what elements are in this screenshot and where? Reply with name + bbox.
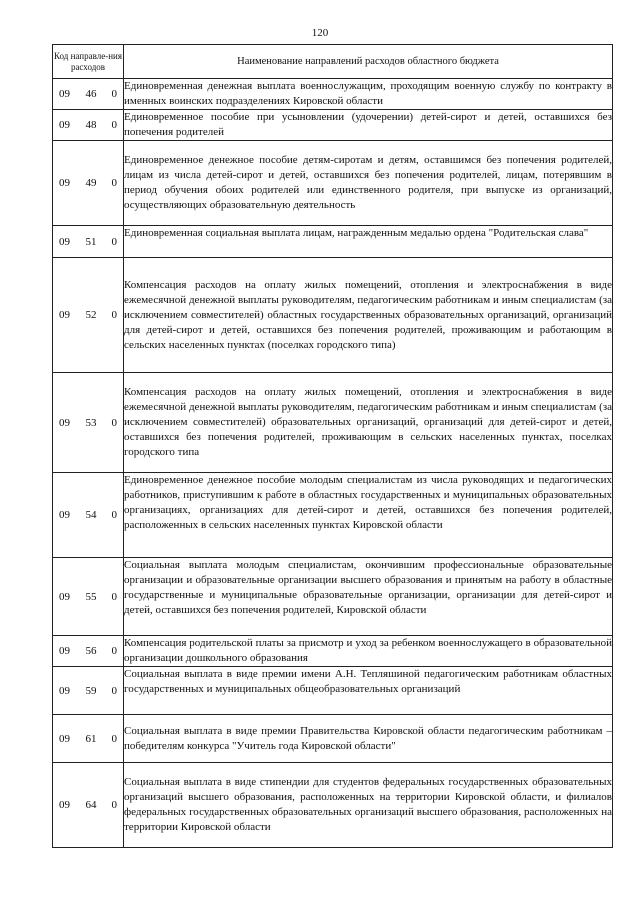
table-row bbox=[53, 79, 613, 110]
expense-code-cell bbox=[53, 636, 124, 667]
code-part-c2: 59 bbox=[85, 684, 97, 697]
expense-code-cell bbox=[53, 110, 124, 141]
code-part-c3: 0 bbox=[111, 416, 117, 429]
expense-description-cell bbox=[124, 667, 613, 715]
code-part-c3: 0 bbox=[111, 645, 117, 657]
code-part-c3: 0 bbox=[111, 684, 117, 697]
table-row bbox=[53, 473, 613, 558]
code-part-c2: 53 bbox=[85, 416, 97, 429]
expense-code-cell bbox=[53, 763, 124, 848]
table-row bbox=[53, 636, 613, 667]
expense-description-cell bbox=[124, 226, 613, 258]
code-part-c1: 09 bbox=[59, 509, 70, 521]
expense-description: Единовременное денежное пособие молодым специалистам из числа руководящих и педагогических работников, приступившим к работе в областных государственных и муниципальных образовательных организациях, организациях для детей-сирот и детей, оставшихся без попечения родителей, расположенных в сельских населенных пунктах Кировской области bbox=[124, 474, 612, 531]
expense-code-cell bbox=[53, 373, 124, 473]
code-part-c2: 55 bbox=[85, 590, 97, 603]
expense-code-cell bbox=[53, 473, 124, 558]
code-part-c1: 09 bbox=[59, 799, 70, 811]
expense-description-cell bbox=[124, 110, 613, 141]
table-row bbox=[53, 558, 613, 636]
code-part-c1: 09 bbox=[59, 590, 70, 603]
expense-description: Единовременная социальная выплата лицам, награжденным медалью ордена "Родительская слава" bbox=[124, 227, 589, 239]
expense-code-cell bbox=[53, 79, 124, 110]
page-number: 120 bbox=[311, 27, 329, 39]
code-part-c1: 09 bbox=[59, 732, 70, 745]
table-header-row bbox=[53, 45, 613, 79]
expense-description: Единовременная денежная выплата военнослужащим, проходящим военную службу по контракту в именных воинских подразделениях Кировской области bbox=[124, 80, 612, 107]
expense-description-cell bbox=[124, 473, 613, 558]
expense-description: Компенсация расходов на оплату жилых помещений, отопления и электроснабжения в виде ежемесячной денежной выплаты руководителям, педагогическим работникам и иным специалистам (за исключением совместителей) областных государственных образовательных организаций, организаций для детей-сирот и детей, оставшихся без попечения родителей, проживающим и работающим в сельских населенных пунктах (поселках городского типа) bbox=[124, 278, 612, 351]
code-part-c3: 0 bbox=[111, 177, 117, 189]
expense-description-cell bbox=[124, 636, 613, 667]
code-part-c2: 64 bbox=[85, 799, 97, 811]
table-body bbox=[53, 79, 613, 848]
expense-description-cell bbox=[124, 763, 613, 848]
code-part-c1: 09 bbox=[59, 119, 70, 131]
code-part-c1: 09 bbox=[59, 309, 70, 321]
code-part-c3: 0 bbox=[111, 235, 117, 248]
code-part-c2: 52 bbox=[85, 309, 97, 321]
code-part-c3: 0 bbox=[111, 590, 117, 603]
table-row bbox=[53, 373, 613, 473]
expense-code-cell bbox=[53, 226, 124, 258]
code-part-c1: 09 bbox=[59, 88, 70, 100]
expense-code-cell bbox=[53, 141, 124, 226]
expense-description-cell bbox=[124, 373, 613, 473]
expense-code-cell bbox=[53, 558, 124, 636]
expense-description: Компенсация родительской платы за присмотр и уход за ребенком военнослужащего в образовательной организации дошкольного образования bbox=[124, 637, 612, 664]
code-part-c2: 54 bbox=[85, 509, 97, 521]
code-part-c3: 0 bbox=[111, 732, 117, 745]
expense-description: Социальная выплата в виде премии имени А.Н. Тепляшиной педагогическим работникам областных государственных и муниципальных общеобразовательных организаций bbox=[124, 668, 612, 695]
code-part-c2: 56 bbox=[85, 645, 97, 657]
expense-description-cell bbox=[124, 258, 613, 373]
table-row bbox=[53, 763, 613, 848]
code-part-c1: 09 bbox=[59, 235, 70, 248]
expense-description: Социальная выплата в виде премии Правительства Кировской области педагогическим работникам – победителям конкурса "Учитель года Кировской области" bbox=[124, 724, 612, 752]
code-part-c1: 09 bbox=[59, 416, 70, 429]
code-part-c1: 09 bbox=[59, 684, 70, 697]
expense-description-cell bbox=[124, 79, 613, 110]
expense-code-cell bbox=[53, 258, 124, 373]
expense-description-cell bbox=[124, 558, 613, 636]
code-part-c2: 51 bbox=[85, 235, 97, 248]
code-part-c3: 0 bbox=[111, 799, 117, 811]
table-row bbox=[53, 110, 613, 141]
table-row bbox=[53, 667, 613, 715]
code-part-c2: 46 bbox=[85, 88, 97, 100]
table-row bbox=[53, 715, 613, 763]
code-part-c2: 48 bbox=[85, 119, 97, 131]
table-row bbox=[53, 226, 613, 258]
table-row bbox=[53, 141, 613, 226]
budget-expense-table bbox=[52, 44, 613, 848]
expense-description: Социальная выплата молодым специалистам, окончившим профессиональные образовательные организации и образовательные организации высшего образования и принятым на работу в областные государственные и муниципальные образовательные организации, организации для детей-сирот и детей, оставшихся без попечения родителей, Кировской области bbox=[124, 559, 612, 616]
expense-description-cell bbox=[124, 715, 613, 763]
header-name: Наименование направлений расходов областного бюджета bbox=[124, 45, 613, 79]
expense-code-cell bbox=[53, 667, 124, 715]
expense-code-cell bbox=[53, 715, 124, 763]
expense-description: Единовременное пособие при усыновлении (удочерении) детей-сирот и детей, оставшихся без попечения родителей bbox=[124, 111, 612, 138]
code-part-c1: 09 bbox=[59, 645, 70, 657]
expense-description: Единовременное денежное пособие детям-сиротам и детям, оставшимся без попечения родителей, лицам из числа детей-сирот и детей, оставшихся без попечения родителей, лицам, потерявшим в период обучения обоих родителей или единственного родителя, при выпуске из организаций, осуществляющих образовательную деятельность bbox=[124, 154, 612, 211]
table-row bbox=[53, 258, 613, 373]
header-code: Код направле-ния расходов bbox=[53, 45, 124, 79]
code-part-c1: 09 bbox=[59, 177, 70, 189]
expense-description: Социальная выплата в виде стипендии для студентов федеральных государственных образовательных организаций высшего образования, расположенных на территории Кировской области, и филиалов федеральных государственных образовательных организаций высшего образования, расположенных на территории Кировской области bbox=[124, 776, 612, 833]
code-part-c3: 0 bbox=[111, 309, 117, 321]
code-part-c2: 49 bbox=[85, 177, 97, 189]
code-part-c3: 0 bbox=[111, 88, 117, 100]
code-part-c3: 0 bbox=[111, 119, 117, 131]
code-part-c2: 61 bbox=[85, 732, 97, 745]
code-part-c3: 0 bbox=[111, 509, 117, 521]
expense-description-cell bbox=[124, 141, 613, 226]
expense-description: Компенсация расходов на оплату жилых помещений, отопления и электроснабжения в виде ежемесячной денежной выплаты руководителям, педагогическим работникам и иным специалистам (за исключением совместителей) образовательных организаций, организаций для детей-сирот и детей, оставшихся без попечения родителей, проживающим в сельских населенных пунктах, поселках городского типа bbox=[124, 386, 612, 458]
